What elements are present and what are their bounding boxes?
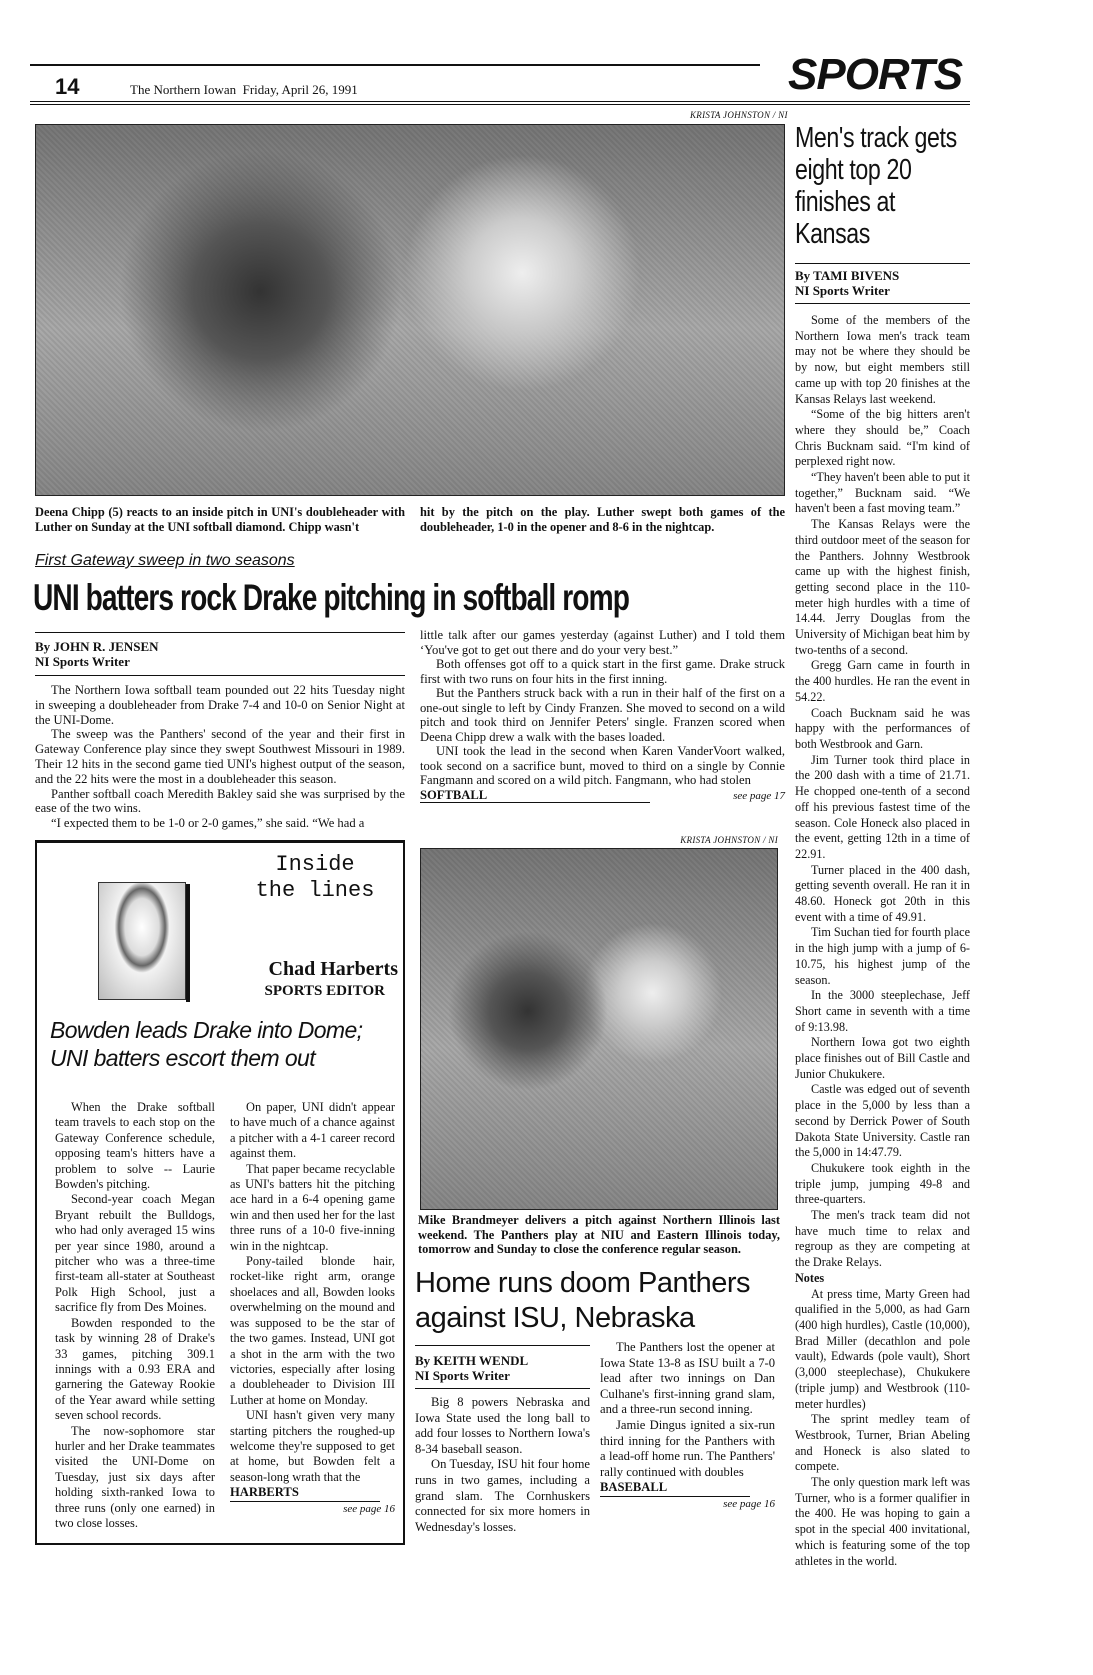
photo-credit: KRISTA JOHNSTON / NI — [690, 110, 788, 120]
column-col1 — [55, 1100, 215, 1531]
paragraph: That paper became recyclable as UNI's batters hit the pitching ace hard in a 6-4 opening game win and then used her for the last three runs of a 10-0 five-inning win in the nightcap. — [230, 1161, 395, 1253]
paragraph: In the 3000 steeplechase, Jeff Short came in seventh with a time of 9:13.98. — [795, 988, 970, 1034]
paragraph: Jamie Dingus ignited a six-run third inning for the Panthers with a lead-off home run. The Panthers' rally continued with doubles — [600, 1417, 775, 1479]
paragraph: Second-year coach Megan Bryant rebuilt the Bulldogs, who had only averaged 15 wins per year since 1980, around a pitcher who was a three-time first-team all-stater at Southeast Polk High School, just a sacrifice fly from Des Moines. — [55, 1192, 215, 1315]
article-headline: UNI batters rock Drake pitching in softball romp — [33, 576, 629, 618]
jump-label: SOFTBALL — [420, 788, 650, 804]
baseball-photo — [420, 848, 778, 1210]
paragraph: But the Panthers struck back with a run in their half of the first on a one-out single to left by Cindy Franzen. She moved to second on a wild pitch and took third on Jennifer Peters' single. Franzen scored when Deena Chipp drew a walk with the bases loaded. — [420, 686, 785, 744]
paragraph: Turner placed in the 400 dash, getting seventh overall. He ran it in 48.60. Honeck got 20th in this event with a time of 49.91. — [795, 862, 970, 924]
columnist-role: SPORTS EDITOR — [264, 983, 385, 999]
paragraph: Pony-tailed blonde hair, rocket-like right arm, orange shoelaces and all, Bowden looks overwhelming on the mound and was supposed to be the star of the two games. Instead, UNI got a shot in the arm with the two victories, especially after losing a doubleheader to Division III Luther at home on Monday. — [230, 1254, 395, 1407]
paragraph: Panther softball coach Meredith Bakley said she was surprised by the ease of the two wins. — [35, 786, 405, 816]
see-page-link[interactable]: see page 17 — [733, 789, 785, 802]
baseball-col1 — [415, 1395, 590, 1535]
paragraph: The Kansas Relays were the third outdoor meet of the season for the Panthers. Johnny Westbrook came up with the highest finish, getting second place in the 110-meter high hurdles with a time of 14.44. Jerry Douglas from the University of Michigan beat him by two-tenths of a second. — [795, 517, 970, 657]
photo-caption-left: Deena Chipp (5) reacts to an inside pitch in UNI's doubleheader with Luther on Sunday at the UNI softball diamond. Chipp wasn't — [35, 505, 405, 534]
byline-name: By TAMI BIVENS — [795, 268, 900, 283]
column-col2 — [230, 1100, 395, 1517]
paragraph: Coach Bucknam said he was happy with the performances of both Westbrook and Garn. — [795, 705, 970, 751]
byline — [415, 1353, 528, 1383]
paragraph: Gregg Garn came in fourth in the 400 hurdles. He ran the event in 54.22. — [795, 658, 970, 704]
byline-role: NI Sports Writer — [415, 1368, 510, 1383]
paragraph: Some of the members of the Northern Iowa men's track team may not be where they should be by now, but eight members still came up with top 20 finishes at the Kansas Relays last weekend. — [795, 313, 970, 406]
paragraph: The Northern Iowa softball team pounded out 22 hits Tuesday night in sweeping a doubleheader from Drake 7-4 and 10-0 on Senior Night at the UNI-Dome. — [35, 683, 405, 727]
byline-rule — [35, 675, 405, 676]
paragraph: The men's track team did not have much time to relax and regroup as they are competing at the Drake Relays. — [795, 1208, 970, 1270]
page-number: 14 — [55, 74, 80, 99]
paragraph: The sweep was the Panthers' second of the year and their first in Gateway Conference play since they swept Southwest Missouri in 1989. Their 12 hits in the second game tied UNI's highest output of the season, and the 22 hits were the most in a doubleheader this season. — [35, 727, 405, 786]
columnist-headshot — [98, 882, 186, 1000]
column-headline: Bowden leads Drake into Dome; UNI batters escort them out — [50, 1017, 363, 1071]
article-headline: Men's track gets eight top 20 finishes at Kansas — [795, 122, 957, 250]
publication-dateline: The Northern Iowan Friday, April 26, 1991 — [130, 82, 358, 97]
byline-rule — [35, 632, 405, 633]
byline — [35, 639, 159, 669]
paragraph: On paper, UNI didn't appear to have much of a chance against a pitcher with a 4-1 career record against them. — [230, 1100, 395, 1161]
paragraph: Northern Iowa got two eighth place finishes out of Bill Castle and Junior Chukukere. — [795, 1035, 970, 1081]
byline — [795, 268, 899, 298]
paragraph: The sprint medley team of Westbrook, Turner, Brian Abeling and Honeck is also slated to compete. — [795, 1412, 970, 1474]
byline-name: By KEITH WENDL — [415, 1353, 529, 1368]
paragraph: The only question mark left was Turner, who is a former qualifier in the 400. He was hoping to gain a spot in the special 400 invitational, which is featuring some of the top athletes in the world. — [795, 1475, 970, 1568]
header-rule-2 — [30, 104, 970, 105]
headshot-shadow — [186, 884, 190, 1002]
paragraph: Jim Turner took third place in the 200 dash with a time of 21.71. He chopped one-tenth of a second off his previous fastest time of the season. Cole Honeck also placed in the event, getting 12th in a time of 22.91. — [795, 752, 970, 861]
paragraph: Chukukere took eighth in the triple jump, jumping 49-8 and three-quarters. — [795, 1160, 970, 1207]
byline-rule — [415, 1388, 590, 1389]
paragraph: Castle was edged out of seventh place in the 5,000 by less than a second by Derrick Power of South Dakota State University. Castle ran the 5,000 in 14:47.79. — [795, 1082, 970, 1160]
paragraph: The now-sophomore star hurler and her Drake teammates visited the UNI-Dome on Tuesday, just six days after holding sixth-ranked Iowa to three runs (only one earned) in two close losses. — [55, 1423, 215, 1530]
paragraph: Both offenses got off to a quick start in the first game. Drake struck first with two runs on four hits in the first inning. — [420, 657, 785, 686]
see-page-link[interactable]: see page 16 — [343, 1502, 395, 1515]
byline-name: By JOHN R. JENSEN — [35, 639, 159, 654]
paragraph: “Some of the big hitters aren't where they should be,” Coach Chris Bucknam said. “I'm kind of perplexed right now. — [795, 407, 970, 469]
paragraph: Tim Suchan tied for fourth place in the high jump with a jump of 6-10.75, his highest jump of the season. — [795, 925, 970, 987]
jump-label: BASEBALL — [600, 1480, 750, 1497]
jump-label: HARBERTS — [230, 1485, 380, 1501]
header-rule — [30, 101, 970, 102]
photo-caption: Mike Brandmeyer delivers a pitch against Northern Illinois last weekend. The Panthers play at NIU and Eastern Illinois today, tomorrow and Sunday to close the conference regular season. — [418, 1213, 780, 1256]
byline-rule — [795, 303, 970, 304]
notes-heading: Notes — [795, 1270, 825, 1285]
paragraph: “I expected them to be 1-0 or 2-0 games,” she said. “We had a — [51, 816, 365, 831]
paragraph: When the Drake softball team travels to each stop on the Gateway Conference schedule, opposing team's hitters have a problem to solve -- Laurie Bowden's pitching. — [55, 1100, 215, 1192]
paragraph: The Panthers lost the opener at Iowa State 13-8 as ISU built a 7-0 lead after two innings on Dan Culhane's first-inning grand slam, and a three-run second inning. — [600, 1340, 775, 1417]
column-title: Inside the lines — [255, 852, 375, 903]
columnist-name: Chad Harberts — [268, 958, 398, 980]
see-page-link[interactable]: see page 16 — [723, 1497, 775, 1510]
byline-role: NI Sports Writer — [35, 654, 130, 669]
paragraph: Bowden responded to the task by winning 28 of Drake's 33 games, pitching 309.1 innings with a 0.93 ERA and garnering the Gateway Rookie of the Year award while setting seven school records. — [55, 1315, 215, 1423]
photo-credit: KRISTA JOHNSTON / NI — [680, 835, 778, 845]
byline-role: NI Sports Writer — [795, 283, 890, 298]
top-rule — [30, 64, 760, 66]
track-body — [795, 313, 970, 1569]
photo-caption-right: hit by the pitch on the play. Luther swept both games of the doubleheader, 1-0 in the opener and 8-6 in the nightcap. — [420, 505, 785, 534]
baseball-col2 — [600, 1340, 775, 1513]
paragraph: UNI hasn't given very many starting pitchers the roughed-up welcome they're supposed to get at home, but Bowden felt a season-long wrath that the — [230, 1408, 395, 1484]
byline-rule — [795, 263, 970, 264]
paragraph: Big 8 powers Nebraska and Iowa State used the long ball to add four losses to Northern Iowa's 8-34 baseball season. — [415, 1395, 590, 1456]
article-headline: Home runs doom Panthers against ISU, Nebraska — [415, 1267, 751, 1334]
paragraph: At press time, Marty Green had qualified in the 5,000, as had Garn (400 high hurdles), Castle (10,000), Brad Miller (decathlon and pole vault), Edwards (pole vault), Short (3,000 steeplechase), Chukukere (triple jump) and Westbrook (110-meter hurdles) — [795, 1286, 970, 1411]
softball-col2 — [420, 628, 785, 803]
section-title: SPORTS — [788, 50, 963, 99]
paragraph: “They haven't been able to put it together,” Bucknam said. “We haven't been a fast moving team.” — [795, 470, 970, 516]
article-kicker: First Gateway sweep in two seasons — [35, 552, 295, 569]
softball-col1 — [35, 683, 405, 831]
byline-rule — [415, 1345, 590, 1346]
paragraph: On Tuesday, ISU hit four home runs in two games, including a grand slam. The Cornhuskers connected for six more homers in Wednesday's losses. — [415, 1457, 590, 1534]
paragraph: UNI took the lead in the second when Karen VanderVoort walked, took second on a sacrifice bunt, moved to third on a single by Connie Fangmann and scored on a wild pitch. Fangmann, who had stolen — [420, 744, 785, 787]
softball-photo — [35, 124, 785, 496]
paragraph: little talk after our games yesterday (against Luther) and I told them ‘You've got to get out there and do your very best.” — [420, 628, 785, 657]
